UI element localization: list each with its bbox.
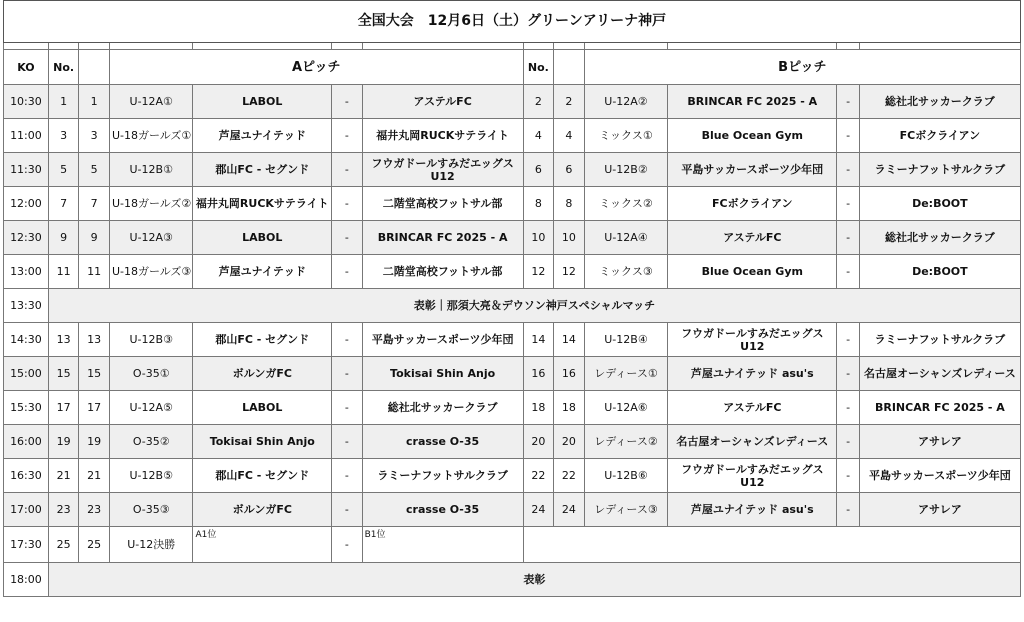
match-id-a: 21 (79, 459, 110, 493)
match-id-b: 6 (554, 153, 585, 187)
header-row (4, 50, 1021, 85)
pitch-b-empty (523, 527, 1020, 563)
home-team-b: 名古屋オーシャンズレディース (668, 425, 837, 459)
match-id-a: 11 (79, 255, 110, 289)
category-a: U-18ガールズ① (109, 119, 193, 153)
away-team-a: crasse O-35 (362, 493, 523, 527)
kickoff-time: 17:30 (4, 527, 49, 563)
match-id-b: 22 (554, 459, 585, 493)
header-pitch-b: Bピッチ (584, 50, 1020, 85)
home-team-a: 郡山FC - セグンド (193, 153, 332, 187)
category-a: U-18ガールズ② (109, 187, 193, 221)
category-a: U-12決勝 (109, 527, 193, 563)
separator-b: - (837, 187, 859, 221)
separator-a: - (332, 493, 363, 527)
match-row (4, 255, 1021, 289)
match-number-a: 1 (48, 85, 79, 119)
match-number-b: 14 (523, 323, 554, 357)
header-ko: KO (4, 50, 49, 85)
match-id-b: 2 (554, 85, 585, 119)
away-team-a: 二階堂高校フットサル部 (362, 187, 523, 221)
away-team-b: アサレア (859, 425, 1020, 459)
away-team-b: ラミーナフットサルクラブ (859, 153, 1020, 187)
kickoff-time: 16:30 (4, 459, 49, 493)
separator-a: - (332, 459, 363, 493)
home-team-a: ボルンガFC (193, 493, 332, 527)
event-text: 表彰｜那須大亮＆デウソン神戸スペシャルマッチ (48, 289, 1020, 323)
separator-a: - (332, 255, 363, 289)
match-id-b: 12 (554, 255, 585, 289)
match-id-a: 9 (79, 221, 110, 255)
match-id-a: 5 (79, 153, 110, 187)
separator-a: - (332, 119, 363, 153)
match-row (4, 493, 1021, 527)
away-team-b: 総社北サッカークラブ (859, 221, 1020, 255)
match-row (4, 153, 1021, 187)
kickoff-time: 14:30 (4, 323, 49, 357)
kickoff-time: 10:30 (4, 85, 49, 119)
kickoff-time: 17:00 (4, 493, 49, 527)
separator-b: - (837, 493, 859, 527)
home-team-a: LABOL (193, 221, 332, 255)
match-id-a: 25 (79, 527, 110, 563)
home-slot-a: A1位 (193, 527, 332, 563)
match-row (4, 323, 1021, 357)
category-b: レディース③ (584, 493, 668, 527)
home-team-b: フウガドールすみだエッグス U12 (668, 323, 837, 357)
away-team-b: 名古屋オーシャンズレディース (859, 357, 1020, 391)
match-id-b: 8 (554, 187, 585, 221)
match-id-b: 18 (554, 391, 585, 425)
home-team-b: BRINCAR FC 2025 - A (668, 85, 837, 119)
home-team-b: 平島サッカースポーツ少年団 (668, 153, 837, 187)
separator-a: - (332, 187, 363, 221)
separator-b: - (837, 391, 859, 425)
separator-a: - (332, 221, 363, 255)
away-team-b: FCボクライアン (859, 119, 1020, 153)
match-number-b: 6 (523, 153, 554, 187)
away-team-a: Tokisai Shin Anjo (362, 357, 523, 391)
kickoff-time: 16:00 (4, 425, 49, 459)
away-team-a: アステルFC (362, 85, 523, 119)
match-id-b: 16 (554, 357, 585, 391)
match-number-a: 19 (48, 425, 79, 459)
separator-a: - (332, 425, 363, 459)
away-team-b: 総社北サッカークラブ (859, 85, 1020, 119)
away-team-a: ラミーナフットサルクラブ (362, 459, 523, 493)
page-title: 全国大会 12月6日（土）グリーンアリーナ神戸 (4, 1, 1021, 43)
separator-a: - (332, 323, 363, 357)
kickoff-time: 12:00 (4, 187, 49, 221)
match-id-b: 4 (554, 119, 585, 153)
match-number-b: 4 (523, 119, 554, 153)
match-id-b: 24 (554, 493, 585, 527)
away-team-b: De:BOOT (859, 255, 1020, 289)
match-row (4, 357, 1021, 391)
match-row (4, 391, 1021, 425)
separator-a: - (332, 391, 363, 425)
away-team-a: フウガドールすみだエッグス U12 (362, 153, 523, 187)
away-team-a: BRINCAR FC 2025 - A (362, 221, 523, 255)
category-a: U-18ガールズ③ (109, 255, 193, 289)
separator-b: - (837, 425, 859, 459)
home-team-b: FCボクライアン (668, 187, 837, 221)
home-team-a: ボルンガFC (193, 357, 332, 391)
category-b: U-12B② (584, 153, 668, 187)
schedule-table (3, 0, 1021, 597)
away-team-b: BRINCAR FC 2025 - A (859, 391, 1020, 425)
home-team-a: 芦屋ユナイテッド (193, 255, 332, 289)
away-team-a: 総社北サッカークラブ (362, 391, 523, 425)
match-number-b: 10 (523, 221, 554, 255)
category-b: U-12B⑥ (584, 459, 668, 493)
category-a: U-12A③ (109, 221, 193, 255)
category-a: U-12B⑤ (109, 459, 193, 493)
kickoff-time: 11:30 (4, 153, 49, 187)
category-b: U-12A④ (584, 221, 668, 255)
home-team-a: LABOL (193, 85, 332, 119)
category-b: U-12A② (584, 85, 668, 119)
home-team-b: アステルFC (668, 391, 837, 425)
kickoff-time: 12:30 (4, 221, 49, 255)
match-number-b: 8 (523, 187, 554, 221)
schedule-sheet (3, 0, 1021, 597)
match-number-a: 21 (48, 459, 79, 493)
match-id-a: 17 (79, 391, 110, 425)
match-row (4, 425, 1021, 459)
category-a: O-35② (109, 425, 193, 459)
match-number-a: 7 (48, 187, 79, 221)
match-number-a: 9 (48, 221, 79, 255)
category-a: U-12A① (109, 85, 193, 119)
match-number-b: 20 (523, 425, 554, 459)
home-team-b: フウガドールすみだエッグス U12 (668, 459, 837, 493)
event-row (4, 289, 1021, 323)
match-row (4, 221, 1021, 255)
home-team-b: Blue Ocean Gym (668, 255, 837, 289)
match-number-b: 16 (523, 357, 554, 391)
away-team-a: 福井丸岡RUCKサテライト (362, 119, 523, 153)
match-number-b: 24 (523, 493, 554, 527)
final-match-row (4, 527, 1021, 563)
home-team-b: 芦屋ユナイテッド asu's (668, 357, 837, 391)
category-a: U-12B① (109, 153, 193, 187)
separator-a: - (332, 85, 363, 119)
away-team-b: アサレア (859, 493, 1020, 527)
category-a: O-35③ (109, 493, 193, 527)
match-number-a: 17 (48, 391, 79, 425)
home-team-b: Blue Ocean Gym (668, 119, 837, 153)
home-team-b: 芦屋ユナイテッド asu's (668, 493, 837, 527)
match-id-b: 10 (554, 221, 585, 255)
match-row (4, 459, 1021, 493)
match-number-b: 12 (523, 255, 554, 289)
separator-b: - (837, 85, 859, 119)
match-id-a: 23 (79, 493, 110, 527)
header-pitch-a: Aピッチ (109, 50, 523, 85)
category-b: U-12B④ (584, 323, 668, 357)
match-id-a: 15 (79, 357, 110, 391)
match-id-b: 14 (554, 323, 585, 357)
match-number-a: 11 (48, 255, 79, 289)
match-row (4, 187, 1021, 221)
match-row (4, 119, 1021, 153)
away-team-a: 平島サッカースポーツ少年団 (362, 323, 523, 357)
separator-b: - (837, 119, 859, 153)
match-id-a: 13 (79, 323, 110, 357)
category-a: O-35① (109, 357, 193, 391)
category-b: レディース① (584, 357, 668, 391)
home-team-a: 郡山FC - セグンド (193, 323, 332, 357)
match-number-a: 3 (48, 119, 79, 153)
home-team-a: 福井丸岡RUCKサテライト (193, 187, 332, 221)
kickoff-time: 15:30 (4, 391, 49, 425)
away-team-b: ラミーナフットサルクラブ (859, 323, 1020, 357)
away-slot-a: B1位 (362, 527, 523, 563)
category-b: U-12A⑥ (584, 391, 668, 425)
separator-b: - (837, 323, 859, 357)
match-row (4, 85, 1021, 119)
match-id-b: 20 (554, 425, 585, 459)
match-id-a: 19 (79, 425, 110, 459)
away-team-a: 二階堂高校フットサル部 (362, 255, 523, 289)
match-id-a: 3 (79, 119, 110, 153)
home-team-a: Tokisai Shin Anjo (193, 425, 332, 459)
kickoff-time: 15:00 (4, 357, 49, 391)
separator-a: - (332, 527, 363, 563)
match-number-a: 25 (48, 527, 79, 563)
event-row (4, 563, 1021, 597)
away-team-a: crasse O-35 (362, 425, 523, 459)
away-team-b: 平島サッカースポーツ少年団 (859, 459, 1020, 493)
separator-b: - (837, 153, 859, 187)
separator-b: - (837, 459, 859, 493)
match-number-a: 15 (48, 357, 79, 391)
category-a: U-12A⑤ (109, 391, 193, 425)
event-text: 表彰 (48, 563, 1020, 597)
category-b: ミックス① (584, 119, 668, 153)
header-no-b: No. (523, 50, 554, 85)
match-number-a: 5 (48, 153, 79, 187)
separator-b: - (837, 255, 859, 289)
match-id-a: 1 (79, 85, 110, 119)
separator-a: - (332, 357, 363, 391)
match-number-a: 23 (48, 493, 79, 527)
category-b: ミックス③ (584, 255, 668, 289)
header-empty-a (79, 50, 110, 85)
category-a: U-12B③ (109, 323, 193, 357)
header-no-a: No. (48, 50, 79, 85)
kickoff-time: 18:00 (4, 563, 49, 597)
home-team-a: LABOL (193, 391, 332, 425)
kickoff-time: 13:30 (4, 289, 49, 323)
home-team-b: アステルFC (668, 221, 837, 255)
home-team-a: 芦屋ユナイテッド (193, 119, 332, 153)
header-empty-b (554, 50, 585, 85)
kickoff-time: 11:00 (4, 119, 49, 153)
separator-b: - (837, 221, 859, 255)
match-number-a: 13 (48, 323, 79, 357)
category-b: レディース② (584, 425, 668, 459)
match-number-b: 18 (523, 391, 554, 425)
kickoff-time: 13:00 (4, 255, 49, 289)
separator-b: - (837, 357, 859, 391)
match-number-b: 22 (523, 459, 554, 493)
category-b: ミックス② (584, 187, 668, 221)
home-team-a: 郡山FC - セグンド (193, 459, 332, 493)
match-number-b: 2 (523, 85, 554, 119)
separator-a: - (332, 153, 363, 187)
match-id-a: 7 (79, 187, 110, 221)
away-team-b: De:BOOT (859, 187, 1020, 221)
